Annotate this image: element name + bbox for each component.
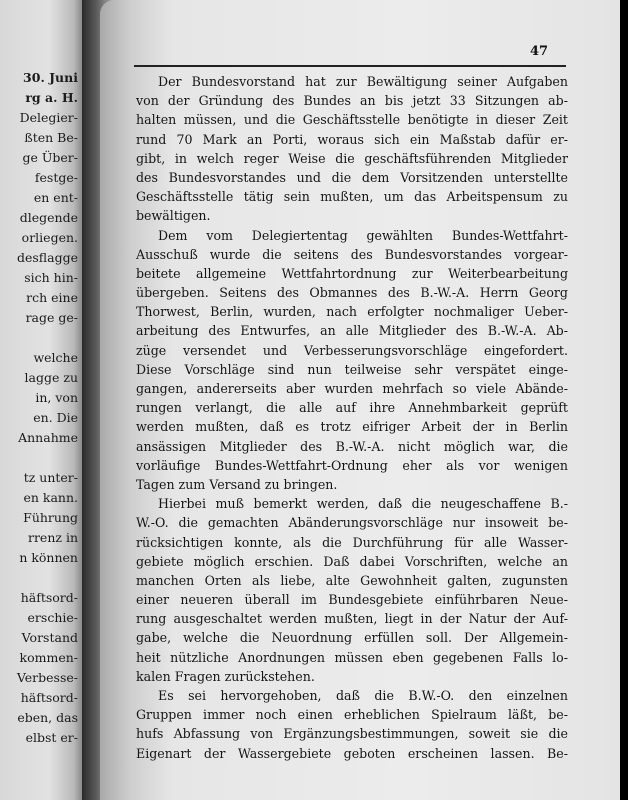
left-page-line: Verbesse- [16, 670, 78, 685]
page-number: 47 [530, 44, 549, 59]
left-page-line: en kann. [23, 490, 78, 505]
text-line: übergeben. Seitens des Obmannes des B.-W.-A. Herrn Georg [136, 285, 568, 301]
left-page-line: sich hin- [24, 270, 78, 285]
left-page-line: Annahme [18, 430, 78, 445]
left-page-line: rch eine [26, 290, 78, 305]
text-line: vorläufige Bundes-Wettfahrt-Ordnung eher als vor wenigen [136, 457, 568, 473]
left-page-line: elbst er- [25, 730, 78, 745]
text-line: werden mußten, daß es trotz eifriger Arbeit der in Berlin [136, 419, 568, 435]
text-line: Diese Vorschläge sind nun teilweise sehr verspätet einge- [136, 361, 568, 377]
text-line: rungen verlangt, die alle auf ihre Annehmbarkeit geprüft [136, 400, 568, 416]
left-page-line: Delegier- [19, 110, 78, 125]
text-line: heit nützliche Anordnungen müssen eben gegebenen Falls lo- [136, 649, 568, 665]
text-line: einer neueren überall im Bundesgebiete einführbaren Neue- [136, 592, 568, 608]
text-line: kalen Fragen zurückstehen. [136, 668, 315, 684]
text-line: bewältigen. [136, 208, 211, 224]
text-line: arbeitung des Entwurfes, an alle Mitglieder des B.-W.-A. Ab- [136, 323, 568, 339]
left-page-line: tz unter- [23, 470, 78, 485]
text-line: hufs Abfassung von Ergänzungsbestimmungen, soweit sie die [136, 726, 568, 742]
text-line: Ausschuß wurde die seitens des Bundesvorstandes vorgear- [136, 246, 568, 262]
text-line: Dem vom Delegiertentag gewählten Bundes-Wettfahrt- [158, 227, 568, 243]
left-page-line: en ent- [33, 190, 78, 205]
left-page-line: häftsord- [20, 590, 78, 605]
text-line: gangen, andererseits aber wurden mehrfach so viele Abände- [136, 381, 568, 396]
text-line: halten müssen, und die Geschäftsstelle benötigte in dieser Zeit [136, 112, 568, 128]
text-line: Tagen zum Versand zu bringen. [136, 476, 338, 492]
left-page-line: en. Die [33, 410, 78, 425]
text-line: Eigenart der Wassergebiete geboten erscheinen lassen. Be- [136, 745, 568, 761]
left-page-line: in, von [35, 390, 78, 405]
text-line: Hierbei muß bemerkt werden, daß die neugeschaffene B.- [158, 496, 568, 512]
left-page-line: rage ge- [25, 310, 78, 325]
text-line: Der Bundesvorstand hat zur Bewältigung seiner Aufgaben [158, 74, 568, 89]
text-line: ansässigen Mitglieder des B.-W.-A. nicht möglich war, die [136, 438, 568, 454]
left-page-line: Führung [23, 510, 78, 525]
text-line: manchen Orten als liebe, alte Gewohnheit galten, zugunsten [136, 572, 568, 588]
text-line: rund 70 Mark an Porti, woraus sich ein Maßstab dafür er- [136, 131, 568, 147]
left-page-line: eben, das [17, 710, 78, 725]
text-line: Thorwest, Berlin, wurden, nach erfolgter nochmaliger Ueber- [136, 304, 568, 320]
left-page-line: n können [19, 550, 78, 565]
left-page-line: häftsord- [20, 690, 78, 705]
left-page-line: erschie- [27, 610, 78, 625]
text-line: Gruppen immer noch einen erheblichen Spielraum läßt, be- [136, 707, 568, 723]
text-line: rücksichtigen konnte, als die Durchführung für alle Wasser- [136, 534, 568, 550]
text-line: Geschäftsstelle tätig sein mußten, um das Arbeitspensum zu [136, 189, 568, 205]
text-line: gabe, welche die Neuordnung erfüllen soll. Der Allgemein- [136, 630, 568, 646]
left-page-line: ge Über- [22, 150, 78, 165]
text-line: züge versendet und Verbesserungsvorschläge eingefordert. [136, 342, 568, 358]
left-page-line: 30. Juni [23, 70, 78, 85]
body-text [136, 72, 568, 763]
text-line: des Bundesvorstandes und die dem Vorsitzenden unterstellte [136, 169, 568, 185]
text-line: beitete allgemeine Wettfahrtordnung zur Weiterbearbeitung [136, 265, 568, 281]
left-page-line: lagge zu [24, 370, 78, 385]
left-page-line: ßten Be- [24, 130, 78, 145]
left-page-line: rg a. H. [25, 90, 78, 105]
text-line: Es sei hervorgehoben, daß die B.W.-O. den einzelnen [158, 688, 568, 703]
text-line: gebiete möglich erschien. Daß dabei Vorschriften, welche an [136, 553, 568, 569]
text-line: W.-O. die gemachten Abänderungsvorschläge nur insoweit be- [136, 515, 568, 531]
text-line: gibt, in welch reger Weise die geschäftsführenden Mitglieder [136, 150, 568, 166]
left-page-line: welche [33, 350, 78, 365]
text-line: von der Gründung des Bundes an bis jetzt 33 Sitzungen ab- [136, 93, 568, 109]
left-page-line: kommen- [19, 650, 78, 665]
header-rule [134, 65, 566, 67]
text-line: rung ausgeschaltet werden mußten, liegt in der Natur der Auf- [136, 611, 568, 627]
left-page-line: rrenz in [27, 530, 78, 545]
left-page-line: dlegende [19, 210, 78, 225]
left-page-line: Vorstand [21, 630, 78, 645]
left-page-fragment [0, 0, 82, 800]
left-page-line: orliegen. [21, 230, 78, 245]
left-page-line: desflagge [16, 250, 78, 265]
left-page-line: festge- [34, 170, 78, 185]
